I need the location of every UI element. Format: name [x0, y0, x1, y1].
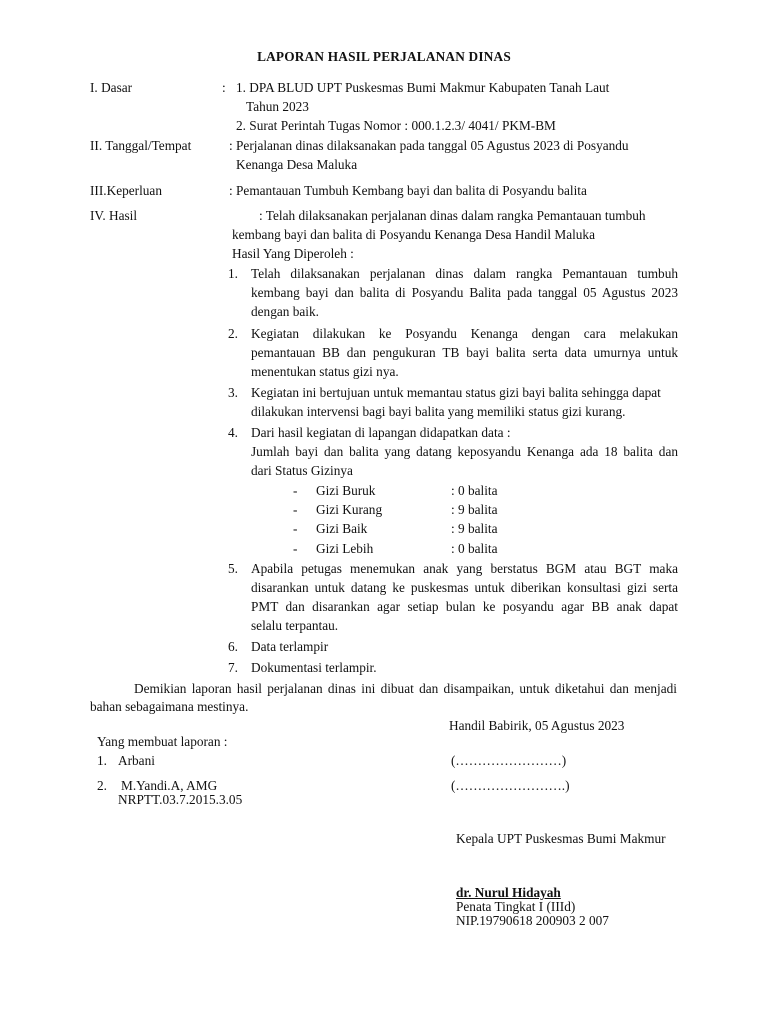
list-item-1-line-3: dengan baik. — [251, 304, 319, 319]
gizi-dash: - — [293, 541, 298, 556]
list-item-3-line-1: Kegiatan ini bertujuan untuk memantau status gizi bayi balita sehingga dapat — [251, 385, 661, 400]
section-keperluan-label: III.Keperluan — [90, 183, 162, 198]
gizi-value: : 9 balita — [451, 521, 498, 536]
report-makers-heading: Yang membuat laporan : — [97, 734, 228, 749]
head-nip: NIP.19790618 200903 2 007 — [456, 913, 609, 928]
list-item-4-line-3: dari Status Gizinya — [251, 463, 353, 478]
hasil-intro-line-1: : Telah dilaksanakan perjalanan dinas dalam rangka Pemantauan tumbuh — [259, 208, 646, 223]
list-item-1-line-2: kembang bayi dan balita di Posyandu Balita pada tanggal 05 Agustus 2023 — [251, 285, 678, 300]
gizi-label: Gizi Lebih — [316, 541, 374, 556]
list-item-4-line-1: Dari hasil kegiatan di lapangan didapatkan data : — [251, 425, 511, 440]
maker-id: NRPTT.03.7.2015.3.05 — [118, 792, 243, 807]
section-dasar-colon: : — [222, 80, 226, 95]
dasar-item-2: 2. Surat Perintah Tugas Nomor : 000.1.2.3/ 4041/ PKM-BM — [236, 118, 556, 133]
list-item-2-line-3: menentukan status gizi nya. — [251, 364, 399, 379]
hasil-diperoleh-heading: Hasil Yang Diperoleh : — [232, 246, 354, 261]
section-hasil-label: IV. Hasil — [90, 208, 138, 223]
maker-number: 1. — [97, 753, 107, 768]
list-item-2-line-2: pemantauan BB dan pengukuran TB bayi balita serta data umurnya untuk — [251, 345, 678, 360]
list-item-number: 5. — [228, 561, 238, 576]
maker-name: M.Yandi.A, AMG — [121, 778, 218, 793]
gizi-dash: - — [293, 502, 298, 517]
gizi-value: : 0 balita — [451, 541, 498, 556]
list-item-number: 7. — [228, 660, 238, 675]
list-item-number: 2. — [228, 326, 238, 341]
head-name: dr. Nurul Hidayah — [456, 885, 561, 900]
gizi-value: : 9 balita — [451, 502, 498, 517]
list-item-3-line-2: dilakukan intervensi bagi bayi balita yang memiliki status gizi kurang. — [251, 404, 626, 419]
maker-number: 2. — [97, 778, 107, 793]
list-item-1-line-1: Telah dilaksanakan perjalanan dinas dalam rangka Pemantauan tumbuh — [251, 266, 678, 281]
dasar-item-1: 1. DPA BLUD UPT Puskesmas Bumi Makmur Kabupaten Tanah Laut — [236, 80, 610, 95]
list-item-2-line-1: Kegiatan dilakukan ke Posyandu Kenanga dengan cara melakukan — [251, 326, 678, 341]
list-item-5-line-1: Apabila petugas menemukan anak yang berstatus BGM atau BGT maka — [251, 561, 678, 576]
place-date: Handil Babirik, 05 Agustus 2023 — [449, 718, 625, 733]
list-item-7-line-1: Dokumentasi terlampir. — [251, 660, 377, 675]
list-item-5-line-2: disarankan untuk datang ke puskesmas untuk diberikan konsultasi gizi serta — [251, 580, 678, 595]
maker-name: Arbani — [118, 753, 155, 768]
section-dasar-label: I. Dasar — [90, 80, 133, 95]
maker-signature-placeholder: (…………………….) — [451, 778, 570, 793]
section-tanggal-label: II. Tanggal/Tempat — [90, 138, 192, 153]
closing-line-2: bahan sebagaimana mestinya. — [90, 699, 249, 714]
gizi-label: Gizi Baik — [316, 521, 368, 536]
list-item-5-line-4: selalu terpantau. — [251, 618, 339, 633]
document-title: LAPORAN HASIL PERJALANAN DINAS — [257, 49, 511, 64]
closing-line-1: Demikian laporan hasil perjalanan dinas ini dibuat dan disampaikan, untuk diketahui dan menjadi — [134, 681, 677, 696]
hasil-intro-line-2: kembang bayi dan balita di Posyandu Kenanga Desa Handil Maluka — [232, 227, 595, 242]
maker-signature-placeholder: (……………………) — [451, 753, 567, 768]
gizi-label: Gizi Kurang — [316, 502, 383, 517]
tanggal-line-2: Kenanga Desa Maluka — [236, 157, 358, 172]
keperluan-text: : Pemantauan Tumbuh Kembang bayi dan balita di Posyandu balita — [229, 183, 587, 198]
gizi-value: : 0 balita — [451, 483, 498, 498]
tanggal-line-1: : Perjalanan dinas dilaksanakan pada tanggal 05 Agustus 2023 di Posyandu — [229, 138, 629, 153]
list-item-number: 3. — [228, 385, 238, 400]
list-item-number: 6. — [228, 639, 238, 654]
head-title: Kepala UPT Puskesmas Bumi Makmur — [456, 831, 666, 846]
list-item-number: 1. — [228, 266, 238, 281]
list-item-6-line-1: Data terlampir — [251, 639, 329, 654]
head-rank: Penata Tingkat I (IIId) — [456, 899, 576, 914]
list-item-5-line-3: PMT dan disarankan agar setiap bulan ke posyandu agar BB anak dapat — [251, 599, 678, 614]
list-item-number: 4. — [228, 425, 238, 440]
gizi-label: Gizi Buruk — [316, 483, 376, 498]
gizi-dash: - — [293, 521, 298, 536]
list-item-4-line-2: Jumlah bayi dan balita yang datang keposyandu Kenanga ada 18 balita dan — [251, 444, 678, 459]
gizi-dash: - — [293, 483, 298, 498]
dasar-item-1-cont: Tahun 2023 — [246, 99, 309, 114]
